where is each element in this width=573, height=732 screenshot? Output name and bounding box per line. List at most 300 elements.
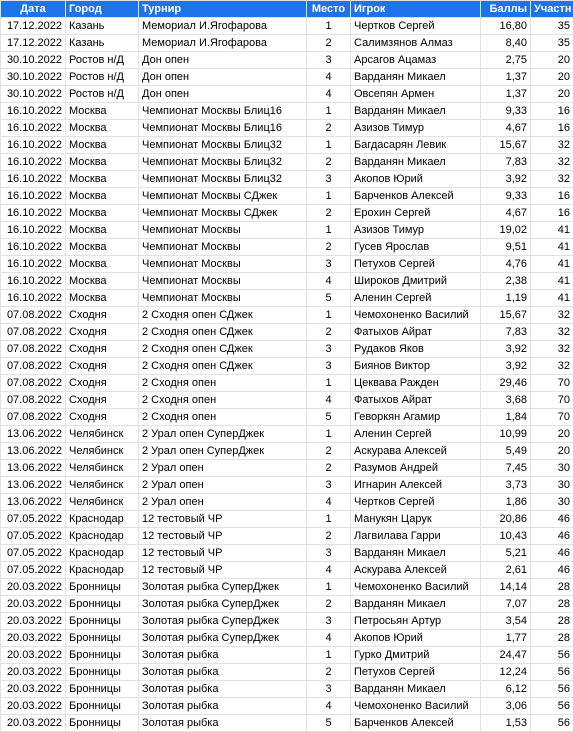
tournament-cell[interactable]: 12 тестовый ЧР	[139, 545, 307, 562]
date-cell[interactable]: 07.08.2022	[1, 375, 66, 392]
city-cell[interactable]: Бронницы	[66, 647, 139, 664]
participants-cell[interactable]: 16	[531, 188, 573, 205]
tournament-cell[interactable]: 2 Урал опен	[139, 494, 307, 511]
city-cell[interactable]: Москва	[66, 256, 139, 273]
date-cell[interactable]: 17.12.2022	[1, 18, 66, 35]
place-cell[interactable]: 2	[307, 205, 351, 222]
score-cell[interactable]: 1,77	[481, 630, 531, 647]
player-cell[interactable]: Фатыхов Айрат	[351, 324, 481, 341]
participants-cell[interactable]: 16	[531, 103, 573, 120]
tournament-cell[interactable]: Золотая рыбка СуперДжек	[139, 613, 307, 630]
participants-cell[interactable]: 46	[531, 528, 573, 545]
score-cell[interactable]: 3,06	[481, 698, 531, 715]
date-cell[interactable]: 07.08.2022	[1, 341, 66, 358]
participants-cell[interactable]: 30	[531, 460, 573, 477]
tournament-cell[interactable]: 2 Урал опен	[139, 460, 307, 477]
place-cell[interactable]: 4	[307, 69, 351, 86]
tournament-cell[interactable]: 2 Сходня опен СДжек	[139, 307, 307, 324]
city-cell[interactable]: Казань	[66, 35, 139, 52]
date-cell[interactable]: 07.05.2022	[1, 528, 66, 545]
date-cell[interactable]: 13.06.2022	[1, 460, 66, 477]
score-cell[interactable]: 3,68	[481, 392, 531, 409]
player-cell[interactable]: Азизов Тимур	[351, 120, 481, 137]
tournament-cell[interactable]: Золотая рыбка	[139, 647, 307, 664]
place-cell[interactable]: 1	[307, 426, 351, 443]
tournament-cell[interactable]: Золотая рыбка	[139, 664, 307, 681]
tournament-cell[interactable]: Чемпионат Москвы СДжек	[139, 188, 307, 205]
player-cell[interactable]: Багдасарян Левик	[351, 137, 481, 154]
date-cell[interactable]: 16.10.2022	[1, 273, 66, 290]
place-cell[interactable]: 2	[307, 324, 351, 341]
date-cell[interactable]: 16.10.2022	[1, 256, 66, 273]
tournament-cell[interactable]: Чемпионат Москвы	[139, 239, 307, 256]
score-cell[interactable]: 3,92	[481, 358, 531, 375]
place-cell[interactable]: 2	[307, 460, 351, 477]
participants-cell[interactable]: 28	[531, 596, 573, 613]
city-cell[interactable]: Челябинск	[66, 426, 139, 443]
city-cell[interactable]: Москва	[66, 273, 139, 290]
tournament-cell[interactable]: Золотая рыбка	[139, 715, 307, 732]
city-cell[interactable]: Москва	[66, 188, 139, 205]
city-cell[interactable]: Москва	[66, 290, 139, 307]
place-cell[interactable]: 1	[307, 375, 351, 392]
tournament-cell[interactable]: Мемориал И.Ягофарова	[139, 18, 307, 35]
city-cell[interactable]: Москва	[66, 120, 139, 137]
score-cell[interactable]: 9,33	[481, 188, 531, 205]
tournament-cell[interactable]: Чемпионат Москвы Блиц32	[139, 137, 307, 154]
participants-cell[interactable]: 20	[531, 69, 573, 86]
place-cell[interactable]: 4	[307, 392, 351, 409]
player-cell[interactable]: Чемохоненко Василий	[351, 579, 481, 596]
player-cell[interactable]: Варданян Микаел	[351, 596, 481, 613]
place-cell[interactable]: 3	[307, 52, 351, 69]
tournament-cell[interactable]: 2 Сходня опен	[139, 409, 307, 426]
participants-cell[interactable]: 32	[531, 154, 573, 171]
header-city[interactable]: Город	[66, 1, 139, 18]
city-cell[interactable]: Сходня	[66, 358, 139, 375]
player-cell[interactable]: Варданян Микаел	[351, 154, 481, 171]
place-cell[interactable]: 2	[307, 596, 351, 613]
city-cell[interactable]: Краснодар	[66, 562, 139, 579]
city-cell[interactable]: Сходня	[66, 307, 139, 324]
score-cell[interactable]: 3,54	[481, 613, 531, 630]
date-cell[interactable]: 20.03.2022	[1, 596, 66, 613]
date-cell[interactable]: 16.10.2022	[1, 205, 66, 222]
score-cell[interactable]: 1,37	[481, 69, 531, 86]
place-cell[interactable]: 2	[307, 664, 351, 681]
place-cell[interactable]: 1	[307, 579, 351, 596]
date-cell[interactable]: 16.10.2022	[1, 103, 66, 120]
place-cell[interactable]: 3	[307, 358, 351, 375]
tournament-cell[interactable]: Чемпионат Москвы Блиц32	[139, 154, 307, 171]
date-cell[interactable]: 20.03.2022	[1, 698, 66, 715]
score-cell[interactable]: 4,67	[481, 205, 531, 222]
player-cell[interactable]: Геворкян Агамир	[351, 409, 481, 426]
city-cell[interactable]: Ростов н/Д	[66, 69, 139, 86]
date-cell[interactable]: 13.06.2022	[1, 426, 66, 443]
player-cell[interactable]: Акопов Юрий	[351, 171, 481, 188]
date-cell[interactable]: 16.10.2022	[1, 239, 66, 256]
participants-cell[interactable]: 32	[531, 358, 573, 375]
score-cell[interactable]: 3,92	[481, 171, 531, 188]
place-cell[interactable]: 1	[307, 307, 351, 324]
city-cell[interactable]: Сходня	[66, 324, 139, 341]
participants-cell[interactable]: 28	[531, 579, 573, 596]
tournament-cell[interactable]: Золотая рыбка СуперДжек	[139, 630, 307, 647]
city-cell[interactable]: Бронницы	[66, 579, 139, 596]
city-cell[interactable]: Москва	[66, 103, 139, 120]
player-cell[interactable]: Широков Дмитрий	[351, 273, 481, 290]
tournament-cell[interactable]: Золотая рыбка	[139, 681, 307, 698]
player-cell[interactable]: Варданян Микаел	[351, 69, 481, 86]
date-cell[interactable]: 07.05.2022	[1, 545, 66, 562]
player-cell[interactable]: Варданян Микаел	[351, 681, 481, 698]
tournament-cell[interactable]: Чемпионат Москвы Блиц16	[139, 120, 307, 137]
player-cell[interactable]: Лагвилава Гарри	[351, 528, 481, 545]
player-cell[interactable]: Азизов Тимур	[351, 222, 481, 239]
score-cell[interactable]: 7,83	[481, 324, 531, 341]
score-cell[interactable]: 15,67	[481, 307, 531, 324]
city-cell[interactable]: Челябинск	[66, 494, 139, 511]
place-cell[interactable]: 2	[307, 35, 351, 52]
participants-cell[interactable]: 41	[531, 273, 573, 290]
tournament-cell[interactable]: Золотая рыбка	[139, 698, 307, 715]
place-cell[interactable]: 1	[307, 137, 351, 154]
score-cell[interactable]: 19,02	[481, 222, 531, 239]
score-cell[interactable]: 6,12	[481, 681, 531, 698]
date-cell[interactable]: 20.03.2022	[1, 681, 66, 698]
participants-cell[interactable]: 56	[531, 715, 573, 732]
place-cell[interactable]: 5	[307, 715, 351, 732]
player-cell[interactable]: Барченков Алексей	[351, 715, 481, 732]
header-place[interactable]: Место	[307, 1, 351, 18]
place-cell[interactable]: 3	[307, 613, 351, 630]
tournament-cell[interactable]: Золотая рыбка СуперДжек	[139, 596, 307, 613]
score-cell[interactable]: 1,19	[481, 290, 531, 307]
place-cell[interactable]: 2	[307, 528, 351, 545]
tournament-cell[interactable]: Дон опен	[139, 86, 307, 103]
date-cell[interactable]: 17.12.2022	[1, 35, 66, 52]
player-cell[interactable]: Овсепян Армен	[351, 86, 481, 103]
player-cell[interactable]: Петухов Сергей	[351, 256, 481, 273]
player-cell[interactable]: Аскурава Алексей	[351, 562, 481, 579]
score-cell[interactable]: 9,51	[481, 239, 531, 256]
header-score[interactable]: Баллы	[481, 1, 531, 18]
player-cell[interactable]: Варданян Микаел	[351, 103, 481, 120]
participants-cell[interactable]: 32	[531, 307, 573, 324]
place-cell[interactable]: 4	[307, 86, 351, 103]
score-cell[interactable]: 7,45	[481, 460, 531, 477]
score-cell[interactable]: 12,24	[481, 664, 531, 681]
city-cell[interactable]: Челябинск	[66, 477, 139, 494]
player-cell[interactable]: Биянов Виктор	[351, 358, 481, 375]
player-cell[interactable]: Салимзянов Алмаз	[351, 35, 481, 52]
date-cell[interactable]: 30.10.2022	[1, 52, 66, 69]
player-cell[interactable]: Манукян Царук	[351, 511, 481, 528]
participants-cell[interactable]: 28	[531, 613, 573, 630]
player-cell[interactable]: Рудаков Яков	[351, 341, 481, 358]
city-cell[interactable]: Москва	[66, 205, 139, 222]
tournament-cell[interactable]: Чемпионат Москвы Блиц16	[139, 103, 307, 120]
date-cell[interactable]: 07.08.2022	[1, 392, 66, 409]
player-cell[interactable]: Гусев Ярослав	[351, 239, 481, 256]
participants-cell[interactable]: 70	[531, 375, 573, 392]
city-cell[interactable]: Челябинск	[66, 443, 139, 460]
date-cell[interactable]: 20.03.2022	[1, 630, 66, 647]
place-cell[interactable]: 4	[307, 273, 351, 290]
tournament-cell[interactable]: 2 Урал опен СуперДжек	[139, 443, 307, 460]
participants-cell[interactable]: 20	[531, 86, 573, 103]
player-cell[interactable]: Гурко Дмитрий	[351, 647, 481, 664]
participants-cell[interactable]: 30	[531, 477, 573, 494]
player-cell[interactable]: Чертков Сергей	[351, 18, 481, 35]
date-cell[interactable]: 07.08.2022	[1, 324, 66, 341]
score-cell[interactable]: 4,76	[481, 256, 531, 273]
tournament-cell[interactable]: Мемориал И.Ягофарова	[139, 35, 307, 52]
date-cell[interactable]: 16.10.2022	[1, 120, 66, 137]
tournament-cell[interactable]: Чемпионат Москвы	[139, 222, 307, 239]
date-cell[interactable]: 20.03.2022	[1, 647, 66, 664]
score-cell[interactable]: 1,84	[481, 409, 531, 426]
score-cell[interactable]: 10,43	[481, 528, 531, 545]
place-cell[interactable]: 2	[307, 154, 351, 171]
city-cell[interactable]: Ростов н/Д	[66, 86, 139, 103]
tournament-cell[interactable]: 2 Урал опен	[139, 477, 307, 494]
date-cell[interactable]: 16.10.2022	[1, 137, 66, 154]
tournament-cell[interactable]: Чемпионат Москвы	[139, 273, 307, 290]
participants-cell[interactable]: 56	[531, 647, 573, 664]
player-cell[interactable]: Ерохин Сергей	[351, 205, 481, 222]
city-cell[interactable]: Москва	[66, 137, 139, 154]
tournament-cell[interactable]: 12 тестовый ЧР	[139, 562, 307, 579]
city-cell[interactable]: Казань	[66, 18, 139, 35]
player-cell[interactable]: Чертков Сергей	[351, 494, 481, 511]
tournament-cell[interactable]: Дон опен	[139, 69, 307, 86]
city-cell[interactable]: Краснодар	[66, 511, 139, 528]
participants-cell[interactable]: 32	[531, 171, 573, 188]
place-cell[interactable]: 1	[307, 188, 351, 205]
player-cell[interactable]: Разумов Андрей	[351, 460, 481, 477]
score-cell[interactable]: 1,37	[481, 86, 531, 103]
date-cell[interactable]: 30.10.2022	[1, 69, 66, 86]
player-cell[interactable]: Акопов Юрий	[351, 630, 481, 647]
city-cell[interactable]: Сходня	[66, 409, 139, 426]
score-cell[interactable]: 10,99	[481, 426, 531, 443]
score-cell[interactable]: 5,21	[481, 545, 531, 562]
place-cell[interactable]: 4	[307, 630, 351, 647]
date-cell[interactable]: 07.05.2022	[1, 562, 66, 579]
player-cell[interactable]: Чемохоненко Василий	[351, 307, 481, 324]
score-cell[interactable]: 16,80	[481, 18, 531, 35]
participants-cell[interactable]: 20	[531, 426, 573, 443]
tournament-cell[interactable]: Дон опен	[139, 52, 307, 69]
score-cell[interactable]: 24,47	[481, 647, 531, 664]
score-cell[interactable]: 4,67	[481, 120, 531, 137]
participants-cell[interactable]: 35	[531, 35, 573, 52]
participants-cell[interactable]: 20	[531, 52, 573, 69]
participants-cell[interactable]: 70	[531, 392, 573, 409]
place-cell[interactable]: 5	[307, 290, 351, 307]
score-cell[interactable]: 1,53	[481, 715, 531, 732]
date-cell[interactable]: 16.10.2022	[1, 171, 66, 188]
place-cell[interactable]: 3	[307, 256, 351, 273]
tournament-cell[interactable]: Золотая рыбка СуперДжек	[139, 579, 307, 596]
place-cell[interactable]: 3	[307, 171, 351, 188]
tournament-cell[interactable]: 2 Урал опен СуперДжек	[139, 426, 307, 443]
date-cell[interactable]: 07.08.2022	[1, 409, 66, 426]
city-cell[interactable]: Бронницы	[66, 681, 139, 698]
score-cell[interactable]: 8,40	[481, 35, 531, 52]
participants-cell[interactable]: 46	[531, 562, 573, 579]
date-cell[interactable]: 16.10.2022	[1, 188, 66, 205]
score-cell[interactable]: 15,67	[481, 137, 531, 154]
city-cell[interactable]: Москва	[66, 239, 139, 256]
place-cell[interactable]: 5	[307, 409, 351, 426]
score-cell[interactable]: 14,14	[481, 579, 531, 596]
date-cell[interactable]: 07.05.2022	[1, 511, 66, 528]
city-cell[interactable]: Сходня	[66, 341, 139, 358]
city-cell[interactable]: Ростов н/Д	[66, 52, 139, 69]
participants-cell[interactable]: 16	[531, 205, 573, 222]
score-cell[interactable]: 3,92	[481, 341, 531, 358]
place-cell[interactable]: 4	[307, 698, 351, 715]
city-cell[interactable]: Бронницы	[66, 698, 139, 715]
participants-cell[interactable]: 30	[531, 494, 573, 511]
participants-cell[interactable]: 46	[531, 545, 573, 562]
date-cell[interactable]: 16.10.2022	[1, 222, 66, 239]
participants-cell[interactable]: 70	[531, 409, 573, 426]
participants-cell[interactable]: 35	[531, 18, 573, 35]
score-cell[interactable]: 3,73	[481, 477, 531, 494]
tournament-cell[interactable]: Чемпионат Москвы	[139, 256, 307, 273]
tournament-cell[interactable]: 2 Сходня опен СДжек	[139, 358, 307, 375]
score-cell[interactable]: 20,86	[481, 511, 531, 528]
city-cell[interactable]: Сходня	[66, 375, 139, 392]
participants-cell[interactable]: 56	[531, 698, 573, 715]
place-cell[interactable]: 4	[307, 494, 351, 511]
tournament-cell[interactable]: 2 Сходня опен	[139, 392, 307, 409]
place-cell[interactable]: 1	[307, 103, 351, 120]
date-cell[interactable]: 20.03.2022	[1, 715, 66, 732]
player-cell[interactable]: Аленин Сергей	[351, 290, 481, 307]
player-cell[interactable]: Игнарин Алексей	[351, 477, 481, 494]
tournament-cell[interactable]: 2 Сходня опен СДжек	[139, 341, 307, 358]
participants-cell[interactable]: 56	[531, 664, 573, 681]
participants-cell[interactable]: 32	[531, 324, 573, 341]
place-cell[interactable]: 4	[307, 562, 351, 579]
date-cell[interactable]: 20.03.2022	[1, 579, 66, 596]
place-cell[interactable]: 1	[307, 18, 351, 35]
tournament-cell[interactable]: 2 Сходня опен СДжек	[139, 324, 307, 341]
date-cell[interactable]: 16.10.2022	[1, 154, 66, 171]
tournament-cell[interactable]: Чемпионат Москвы СДжек	[139, 205, 307, 222]
header-date[interactable]: Дата	[1, 1, 66, 18]
date-cell[interactable]: 13.06.2022	[1, 477, 66, 494]
date-cell[interactable]: 20.03.2022	[1, 664, 66, 681]
city-cell[interactable]: Краснодар	[66, 545, 139, 562]
player-cell[interactable]: Арсагов Ацамаз	[351, 52, 481, 69]
participants-cell[interactable]: 20	[531, 443, 573, 460]
score-cell[interactable]: 7,83	[481, 154, 531, 171]
tournament-cell[interactable]: 12 тестовый ЧР	[139, 511, 307, 528]
date-cell[interactable]: 16.10.2022	[1, 290, 66, 307]
city-cell[interactable]: Москва	[66, 154, 139, 171]
date-cell[interactable]: 07.08.2022	[1, 358, 66, 375]
date-cell[interactable]: 30.10.2022	[1, 86, 66, 103]
tournament-cell[interactable]: Чемпионат Москвы	[139, 290, 307, 307]
city-cell[interactable]: Бронницы	[66, 596, 139, 613]
place-cell[interactable]: 1	[307, 647, 351, 664]
player-cell[interactable]: Петросьян Артур	[351, 613, 481, 630]
player-cell[interactable]: Барченков Алексей	[351, 188, 481, 205]
participants-cell[interactable]: 32	[531, 341, 573, 358]
city-cell[interactable]: Москва	[66, 222, 139, 239]
player-cell[interactable]: Фатыхов Айрат	[351, 392, 481, 409]
participants-cell[interactable]: 41	[531, 239, 573, 256]
player-cell[interactable]: Варданян Микаел	[351, 545, 481, 562]
city-cell[interactable]: Бронницы	[66, 715, 139, 732]
score-cell[interactable]: 2,38	[481, 273, 531, 290]
place-cell[interactable]: 2	[307, 120, 351, 137]
participants-cell[interactable]: 16	[531, 120, 573, 137]
city-cell[interactable]: Челябинск	[66, 460, 139, 477]
participants-cell[interactable]: 28	[531, 630, 573, 647]
participants-cell[interactable]: 46	[531, 511, 573, 528]
city-cell[interactable]: Бронницы	[66, 630, 139, 647]
place-cell[interactable]: 3	[307, 545, 351, 562]
header-participants[interactable]: Участн	[531, 1, 573, 18]
tournament-cell[interactable]: 12 тестовый ЧР	[139, 528, 307, 545]
place-cell[interactable]: 3	[307, 477, 351, 494]
player-cell[interactable]: Чемохоненко Василий	[351, 698, 481, 715]
tournament-cell[interactable]: Чемпионат Москвы Блиц32	[139, 171, 307, 188]
date-cell[interactable]: 20.03.2022	[1, 613, 66, 630]
place-cell[interactable]: 2	[307, 443, 351, 460]
score-cell[interactable]: 2,61	[481, 562, 531, 579]
city-cell[interactable]: Москва	[66, 171, 139, 188]
city-cell[interactable]: Сходня	[66, 392, 139, 409]
participants-cell[interactable]: 41	[531, 256, 573, 273]
header-tournament[interactable]: Турнир	[139, 1, 307, 18]
place-cell[interactable]: 1	[307, 511, 351, 528]
participants-cell[interactable]: 56	[531, 681, 573, 698]
score-cell[interactable]: 2,75	[481, 52, 531, 69]
place-cell[interactable]: 1	[307, 222, 351, 239]
place-cell[interactable]: 3	[307, 341, 351, 358]
tournament-cell[interactable]: 2 Сходня опен	[139, 375, 307, 392]
score-cell[interactable]: 5,49	[481, 443, 531, 460]
score-cell[interactable]: 29,46	[481, 375, 531, 392]
player-cell[interactable]: Петухов Сергей	[351, 664, 481, 681]
place-cell[interactable]: 3	[307, 681, 351, 698]
player-cell[interactable]: Аленин Сергей	[351, 426, 481, 443]
player-cell[interactable]: Аскурава Алексей	[351, 443, 481, 460]
participants-cell[interactable]: 32	[531, 137, 573, 154]
date-cell[interactable]: 07.08.2022	[1, 307, 66, 324]
header-player[interactable]: Игрок	[351, 1, 481, 18]
participants-cell[interactable]: 41	[531, 222, 573, 239]
date-cell[interactable]: 13.06.2022	[1, 443, 66, 460]
player-cell[interactable]: Цеквава Ражден	[351, 375, 481, 392]
place-cell[interactable]: 2	[307, 239, 351, 256]
participants-cell[interactable]: 41	[531, 290, 573, 307]
score-cell[interactable]: 1,86	[481, 494, 531, 511]
city-cell[interactable]: Бронницы	[66, 664, 139, 681]
date-cell[interactable]: 13.06.2022	[1, 494, 66, 511]
score-cell[interactable]: 9,33	[481, 103, 531, 120]
city-cell[interactable]: Бронницы	[66, 613, 139, 630]
score-cell[interactable]: 7,07	[481, 596, 531, 613]
